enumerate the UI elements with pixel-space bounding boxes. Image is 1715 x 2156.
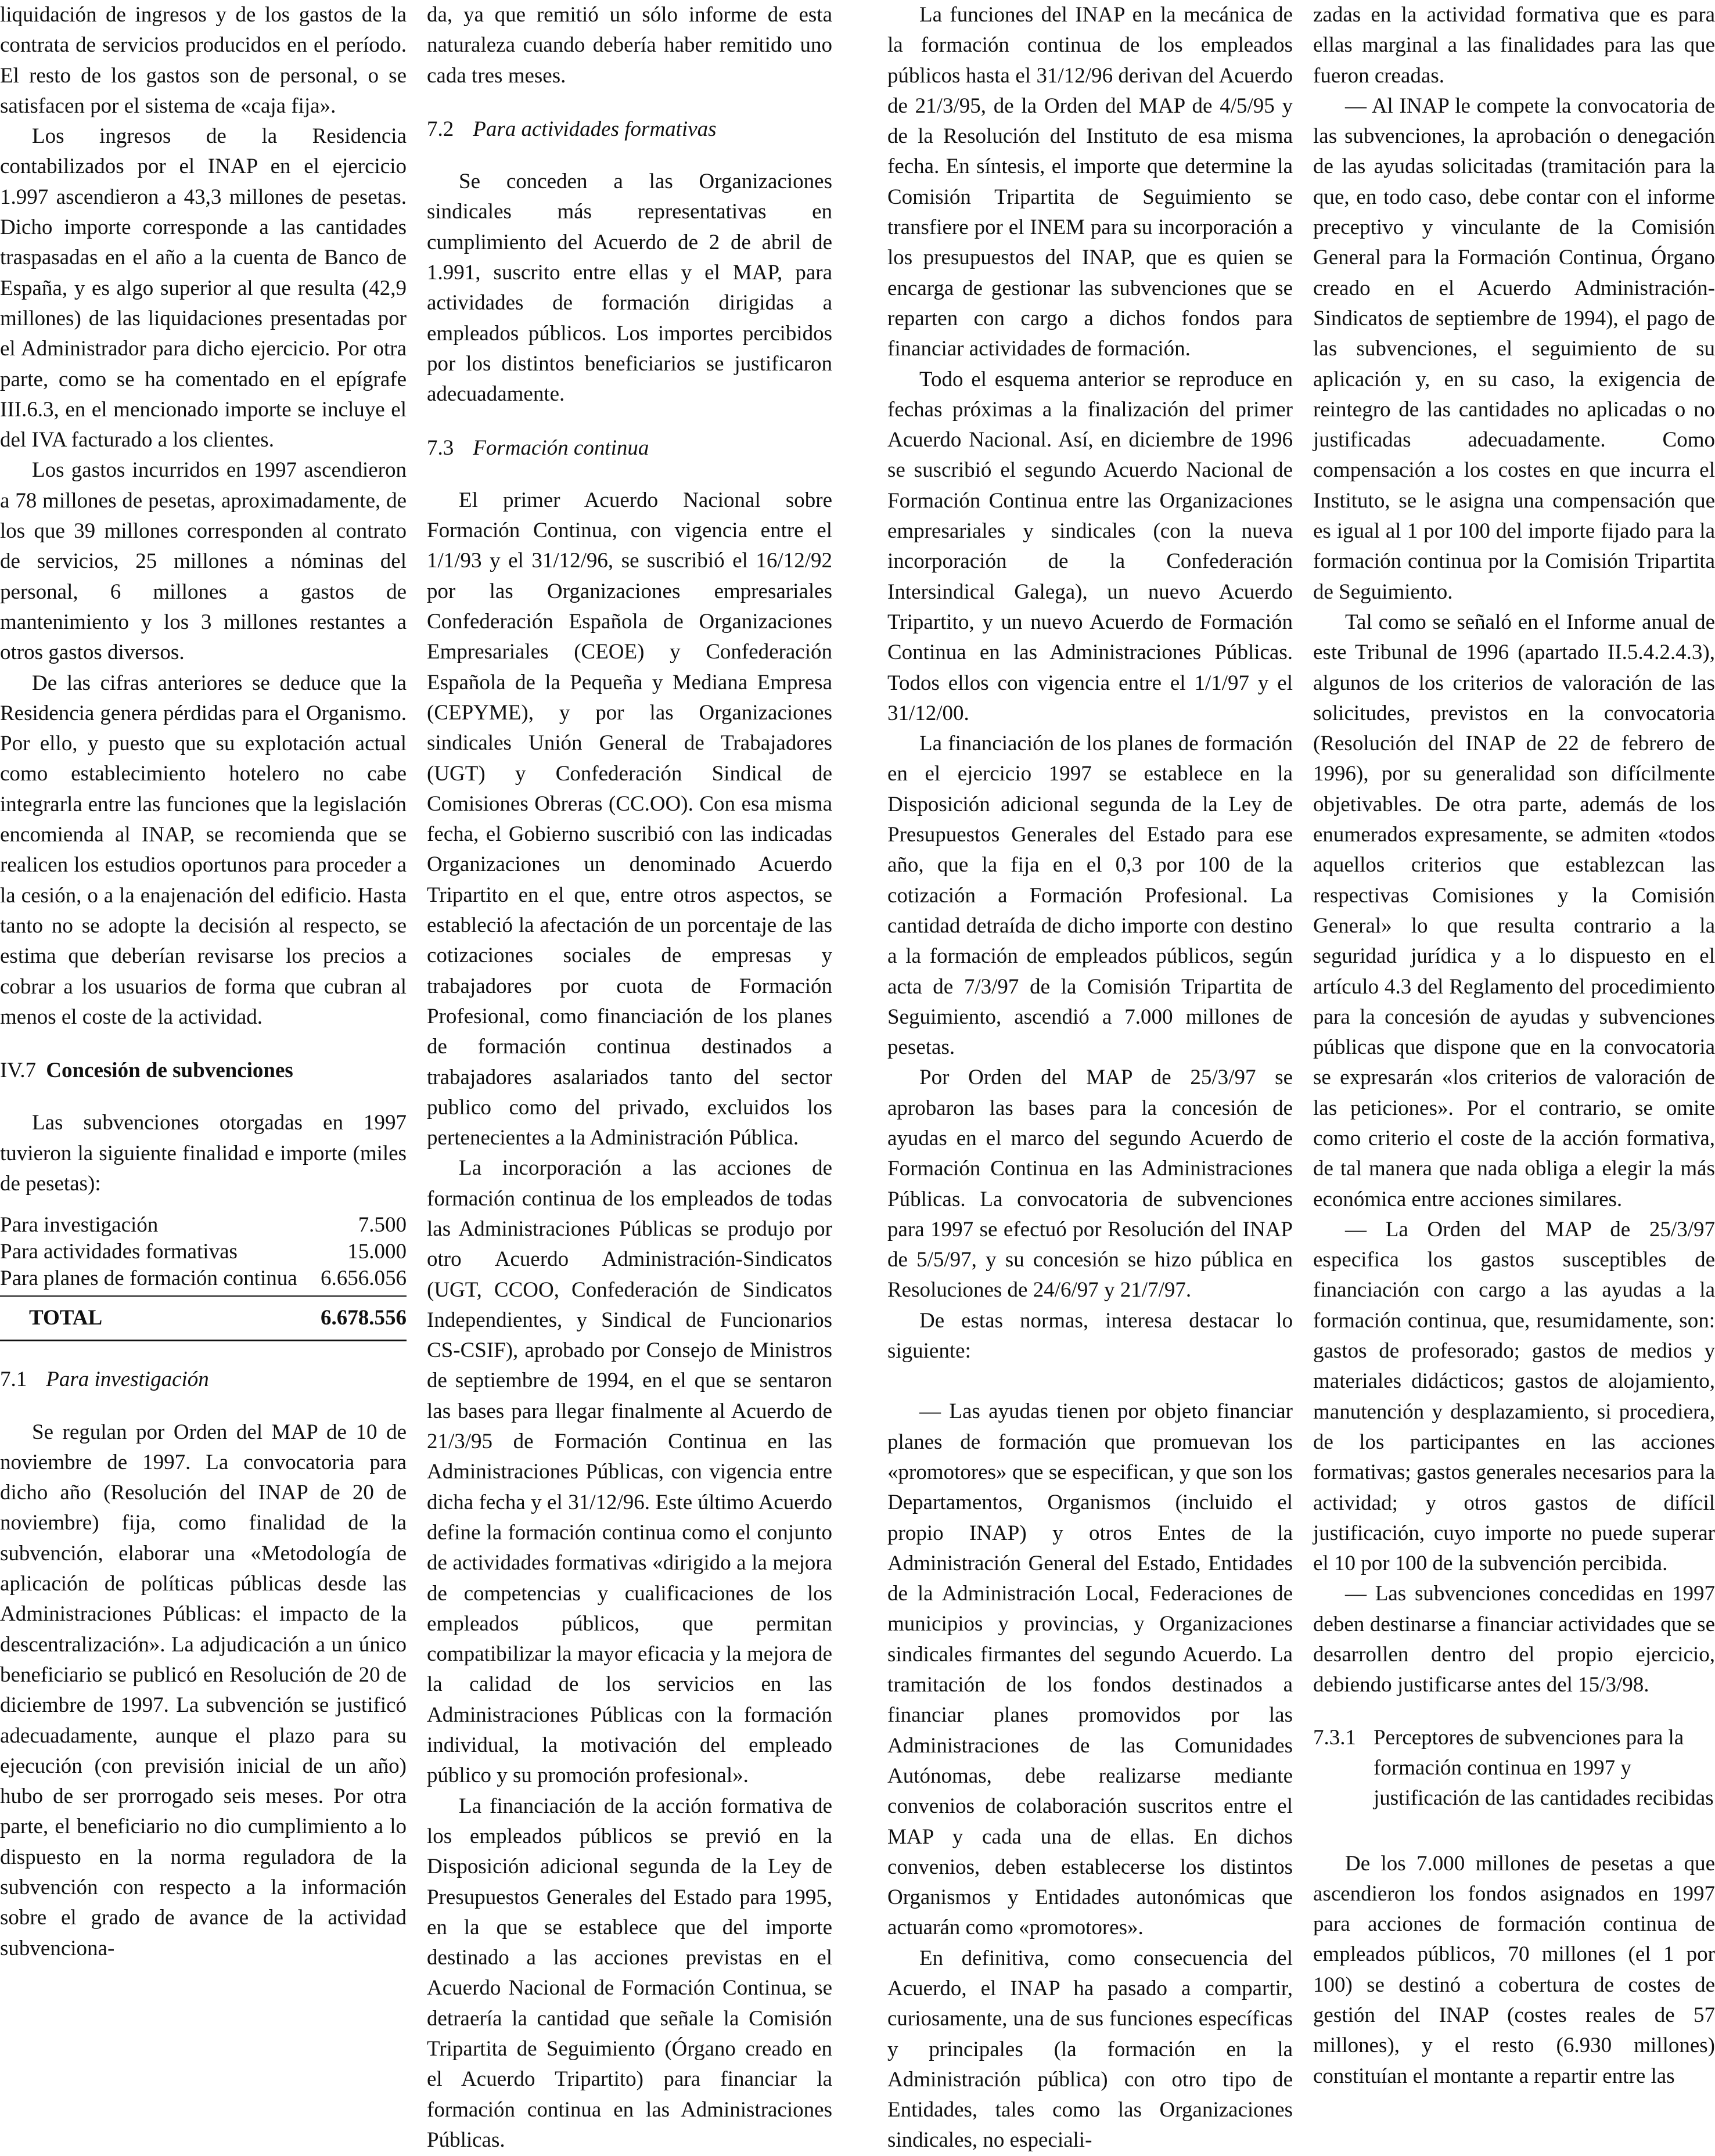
paragraph: Por Orden del MAP de 25/3/97 se aprobaron las bases para la concesión de ayudas en el marco del segundo Acuerdo de Formación Continua en las Administraciones Públicas. La convocatoria de subvenciones para 1997 se efectuó por Resolución del INAP de 5/5/97, y su concesión se hizo pública en Resoluciones de 24/6/97 y 21/7/97. [887, 1066, 1293, 1302]
section-title: Para actividades formativas [473, 117, 717, 141]
paragraph: La financiación de los planes de formación en el ejercicio 1997 se establece en la Disposición adicional segunda de la Ley de Presupuestos Generales del Estado para ese año, que la fija en el 0,3 por 100 de la cotización a Formación Profesional. La cantidad detraída de dicho importe con destino a la formación de empleados públicos, según acta de 7/3/97 de la Comisión Tripartita de Seguimiento, ascendió a 7.000 millones de pesetas. [887, 732, 1293, 1060]
table-cell-value: 6.656.056 [315, 1265, 407, 1296]
section-heading-iv7 [0, 1056, 407, 1086]
paragraph: En definitiva, como consecuencia del Acuerdo, el INAP ha pasado a compartir, curiosamente, una de sus funciones específicas y principales (la formación en la Administración pública) con otro tipo de Entidades, tales como las Organizaciones sindicales, no especiali- [887, 1946, 1293, 2153]
table-total-label: TOTAL [0, 1296, 315, 1341]
section-title: Concesión de subvenciones [46, 1059, 293, 1083]
table-row [0, 1212, 407, 1239]
paragraph: Todo el esquema anterior se reproduce en fechas próximas a la finalización del primer Acuerdo Nacional. Así, en diciembre de 1996 se suscribió el segundo Acuerdo Nacional de Formación Continua entre las Organizaciones empresariales y sindicales (con la nueva incorporación de la Confederación Intersindical Galega), un nuevo Acuerdo Tripartito, y un nuevo Acuerdo de Formación Continua en las Administraciones Públicas. Todos ellos con vigencia entre el 1/1/97 y el 31/12/00. [887, 367, 1293, 725]
paragraph: — Las ayudas tienen por objeto financiar planes de formación que promuevan los «promotores» que se especifican, y que son los Departamentos, Organismos (incluido el propio INAP) y otros Entes de la Administración General del Estado, Entidades de la Administración Local, Federaciones de municipios y provincias, y Organizaciones sindicales firmantes del segundo Acuerdo. La tramitación de los fondos destinados a financiar planes promovidos por las Administraciones de las Comunidades Autónomas, debe realizarse mediante convenios de colaboración suscritos entre el MAP y cada una de ellas. En dichos convenios, deben establecerse los distintos Organismos y Entidades autonómicas que actuarán como «promotores». [887, 1399, 1293, 1940]
table-cell-label: Para planes de formación continua [0, 1265, 315, 1296]
paragraph: Los ingresos de la Residencia contabilizados por el INAP en el ejercicio 1.997 ascendieron a 43,3 millones de pesetas. Dicho importe corresponde a las cantidades traspasadas en el año a la cuenta de Banco de España, y es algo superior al que resulta (42,9 millones) de las liquidaciones presentadas por el Administrador para dicho ejercicio. Por otra parte, como se ha comentado en el epígrafe III.6.3, en el mencionado importe se incluye el del IVA facturado a los clientes. [0, 124, 407, 452]
section-number: 7.3 [427, 435, 454, 460]
paragraph: La financiación de la acción formativa de los empleados públicos se previó en la Disposición adicional segunda de la Ley de Presupuestos Generales del Estado para 1995, en la que se establece que del importe destinado a las acciones previstas en el Acuerdo Nacional de Formación Continua, se detraería la cantidad que señale la Comisión Tripartita de Seguimiento (Órgano creado en el Acuerdo Tripartito) para financiar la formación continua en las Administraciones Públicas. [427, 1794, 832, 2152]
table-cell-label: Para investigación [0, 1213, 159, 1237]
section-heading-7-3 [427, 433, 832, 463]
paragraph: De las cifras anteriores se deduce que la Residencia genera pérdidas para el Organismo. Por ello, y puesto que su explotación actual como establecimiento hotelero no cabe integrarla entre las funciones que la legislación encomienda al INAP, se recomienda que se realicen los estudios oportunos para proceder a la cesión, o a la enajenación del edificio. Hasta tanto no se adopte la decisión al respecto, se estima que deberían revisarse los precios a cobrar a los usuarios de forma que cubran al menos el coste de la actividad. [0, 671, 407, 1029]
table-row [0, 1265, 407, 1296]
section-heading-7-2 [427, 114, 832, 145]
column-3 [887, 0, 1293, 2156]
paragraph: Los gastos incurridos en 1997 ascendieron a 78 millones de pesetas, aproximadamente, de los que 39 millones corresponden al contrato de servicios, 25 millones a nóminas del personal, 6 millones a gastos de mantenimiento y los 3 millones restantes a otros gastos diversos. [0, 458, 407, 665]
paragraph: La incorporación a las acciones de formación continua de los empleados de todas las Administraciones Públicas se produjo por otro Acuerdo Administración-Sindicatos (UGT, CCOO, Confederación de Sindicatos Independientes, y Sindical de Funcionarios CS-CSIF), aprobado por Consejo de Ministros de septiembre de 1994, en el que se sentaron las bases para llegar finalmente al Acuerdo de 21/3/95 de Formación Continua en las Administraciones Públicas, con vigencia entre dicha fecha y el 31/12/96. Este último Acuerdo define la formación continua como el conjunto de actividades formativas «dirigido a la mejora de competencias y cualificaciones de los empleados públicos, que permitan compatibilizar la mayor eficacia y la mejora de la calidad de los servicios en las Administraciones Públicas con la formación individual, la motivación del empleado público y su promoción profesional». [427, 1156, 832, 1788]
paragraph: da, ya que remitió un sólo informe de esta naturaleza cuando debería haber remitido uno cada tres meses. [427, 3, 832, 88]
paragraph: La funciones del INAP en la mecánica de la formación continua de los empleados públicos hasta el 31/12/96 derivan del Acuerdo de 21/3/95, de la Orden del MAP de 4/5/95 y de la Resolución del Instituto de esa misma fecha. En síntesis, el importe que determine la Comisión Tripartita de Seguimiento se transfiere por el INEM para su incorporación a los presupuestos del INAP, que es quien se encarga de gestionar las subvenciones que se reparten con cargo a dichos fondos para financiar actividades de formación. [887, 3, 1293, 361]
column-2 [427, 0, 832, 2155]
table-cell-label: Para actividades formativas [0, 1240, 238, 1264]
section-number: 7.2 [427, 117, 454, 141]
paragraph: Tal como se señaló en el Informe anual de este Tribunal de 1996 (apartado II.5.4.2.4.3), algunos de los criterios de valoración de las solicitudes, previstos en la convocatoria (Resolución del INAP de 22 de febrero de 1996), por su generalidad son difícilmente objetivables. De otra parte, además de los enumerados expresamente, se admiten «todos aquellos criterios que establezcan las respectivas Comisiones y la Comisión General» lo que resulta contrario a la seguridad jurídica y a lo dispuesto en el artículo 4.3 del Reglamento del procedimiento para la concesión de ayudas y subvenciones públicas que dispone que en la convocatoria se expresarán «los criterios de valoración de las peticiones». Por el contrario, se omite como criterio el coste de la acción formativa, de tal manera que nada obliga a elegir la más económica entre acciones similares. [1313, 610, 1715, 1211]
paragraph: Se conceden a las Organizaciones sindicales más representativas en cumplimiento del Acuerdo de 2 de abril de 1.991, suscrito entre ellas y el MAP, para actividades de formación dirigidas a empleados públicos. Los importes percibidos por los distintos beneficiarios se justificaron adecuadamente. [427, 170, 832, 406]
paragraph: De los 7.000 millones de pesetas a que ascendieron los fondos asignados en 1997 para acciones de formación continua de empleados públicos, 70 millones (el 1 por 100) se destinó a cobertura de costes de gestión del INAP (costes reales de 57 millones), y el resto (6.930 millones) constituían el montante a repartir entre las [1313, 1851, 1715, 2088]
paragraph: — La Orden del MAP de 25/3/97 especifica los gastos susceptibles de financiación con cargo a las ayudas a la formación continua, que, resumidamente, son: gastos de profesorado; gastos de medios y materiales didácticos; gastos de alojamiento, manutención y desplazamiento, si procediera, de los participantes en las acciones formativas; gastos generales necesarios para la actividad; y otros gastos de difícil justificación, cuyo importe no puede superar el 10 por 100 de la subvención percibida. [1313, 1217, 1715, 1576]
paragraph: — Las subvenciones concedidas en 1997 deben destinarse a financiar actividades que se desarrollen dentro del propio ejercicio, debiendo justificarse antes del 15/3/98. [1313, 1582, 1715, 1697]
section-number: 7.1 [0, 1367, 27, 1392]
paragraph: — Al INAP le compete la convocatoria de las subvenciones, la aprobación o denegación de las ayudas solicitadas (tramitación para la que, en todo caso, debe contar con el informe preceptivo y vinculante de la Comisión General para la Formación Continua, Órgano creado en el Acuerdo Administración-Sindicatos de septiembre de 1994), el pago de las subvenciones, el seguimiento de su aplicación y, en su caso, la exigencia de reintegro de las cantidades no aplicadas o no justificadas adecuadamente. Como compensación a los costes en que incurra el Instituto, se le asigna una compensación que es igual al 1 por 100 del importe fijado para la formación continua por la Comisión Tripartita de Seguimiento. [1313, 93, 1715, 604]
paragraph: Las subvenciones otorgadas en 1997 tuvieron la siguiente finalidad e importe (miles de pesetas): [0, 1111, 407, 1196]
paragraph: El primer Acuerdo Nacional sobre Formación Continua, con vigencia entre el 1/1/93 y el 31/12/96, se suscribió el 16/12/92 por las Organizaciones empresariales Confederación Española de Organizaciones Empresariales (CEOE) y Confederación Española de la Pequeña y Mediana Empresa (CEPYME), y por las Organizaciones sindicales Unión General de Trabajadores (UGT) y Confederación Sindical de Comisiones Obreras (CC.OO). Con esa misma fecha, el Gobierno suscribió con las indicadas Organizaciones un denominado Acuerdo Tripartito en el que, entre otros aspectos, se estableció la afectación de un porcentaje de las cotizaciones sociales de empresas y trabajadores por cuota de Formación Profesional, como financiación de los planes de formación continua destinados a trabajadores asalariados tanto del sector publico como del privado, excluidos los pertenecientes a la Administración Pública. [427, 488, 832, 1150]
subsidies-table [0, 1212, 407, 1341]
table-total-row [0, 1296, 407, 1341]
table-cell-value: 15.000 [347, 1240, 407, 1264]
column-4 [1313, 0, 1715, 2092]
paragraph: Se regulan por Orden del MAP de 10 de noviembre de 1997. La convocatoria para dicho año (Resolución del INAP de 20 de noviembre) fija, como finalidad de la subvención, elaborar una «Metodología de aplicación de políticas públicas desde las Administraciones Públicas: el impacto de la descentralización». La adjudicación a un único beneficiario se publicó en Resolución de 20 de diciembre de 1997. La subvención se justificó adecuadamente, aunque el plazo para su ejecución (con previsión inicial de un año) hubo de ser prorrogado seis meses. Por otra parte, el beneficiario no dio cumplimiento a lo dispuesto en la norma reguladora de la subvención con respecto a la información sobre el grado de avance de la actividad subvenciona- [0, 1420, 407, 1960]
table-total-value: 6.678.556 [315, 1296, 407, 1341]
spacer [887, 1366, 1293, 1396]
paragraph: De estas normas, interesa destacar lo siguiente: [887, 1308, 1293, 1363]
section-title: Formación continua [473, 435, 649, 460]
table-cell-value: 7.500 [358, 1213, 407, 1237]
section-heading-7-1 [0, 1365, 407, 1395]
paragraph: liquidación de ingresos y de los gastos de la contrata de servicios producidos en el período. El resto de los gastos son de personal, o se satisfacen por el sistema de «caja fija». [0, 3, 407, 118]
section-heading-7-3-1 [1313, 1723, 1715, 1814]
section-title: Perceptores de subvenciones para la formación continua en 1997 y justificación de las cantidades recibidas [1374, 1725, 1714, 1811]
paragraph: zadas en la actividad formativa que es para ellas marginal a las finalidades para las que fueron creadas. [1313, 3, 1715, 88]
table-row [0, 1239, 407, 1265]
section-number: IV.7 [0, 1059, 37, 1083]
column-1 [0, 0, 407, 1964]
section-number: 7.3.1 [1313, 1725, 1356, 1750]
section-title: Para investigación [46, 1367, 209, 1392]
